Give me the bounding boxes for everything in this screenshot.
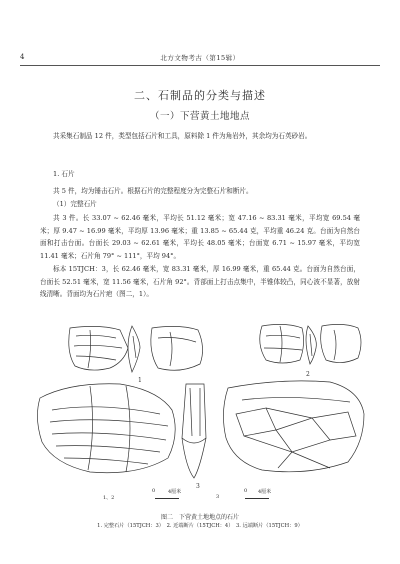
- flake-2-dorsal-drawing: [260, 324, 304, 363]
- scale-bar-right: [245, 498, 269, 499]
- intro-paragraph: 共采集石制品 12 件，类型包括石片和工具，原料除 1 件为角岩外，其余均为石英砂岩。: [53, 132, 312, 140]
- figure-caption: 图二 下营黄土地地点的石片: [160, 514, 239, 521]
- scale-group-left: 1、2: [103, 495, 115, 501]
- flake-2-profile-drawing: [306, 326, 316, 364]
- figure-label-1: 1: [138, 377, 142, 384]
- scale-right-unit: 4厘米: [258, 489, 272, 495]
- flake-3-large-ventral-drawing: [223, 381, 364, 472]
- scale-right-zero: 0: [244, 488, 248, 494]
- flake-3-profile-drawing: [182, 384, 206, 478]
- figure-caption-details: 1. 完整石片（15TJCH：3） 2. 近端断片（15TJCH：4） 3. 远端断片（15TJCH：9）: [97, 523, 303, 529]
- scale-bar-left: [155, 498, 179, 499]
- flake-2-ventral-drawing: [321, 324, 361, 362]
- heading-complete-flakes: （1）完整石片: [53, 200, 97, 208]
- scale-left-unit: 4厘米: [168, 489, 182, 495]
- heading-flakes: 1. 石片: [53, 170, 75, 178]
- flake-drawings: [30, 318, 370, 490]
- flake-1-ventral-drawing: [151, 326, 203, 370]
- scale-left-zero: 0: [152, 488, 156, 494]
- page-number: 4: [20, 53, 25, 61]
- stone-flake-figure: [30, 318, 370, 490]
- flake-1-large-dorsal-drawing: [37, 384, 175, 473]
- flakes-paragraph: 共 5 件，均为锤击石片。根据石片的完整程度分为完整石片和断片。: [53, 187, 253, 195]
- complete-flakes-paragraph: 共 3 件。长 33.07 ~ 62.46 毫米，平均长 51.12 毫米；宽 47.16 ~ 83.31 毫米，平均宽 69.54 毫米；厚 9.47 ~ 16.99 毫米，平均厚 13.96 毫米；重 13.85 ~ 65.44 克，平均重 46.24 克。台面为自然台面和打击台面。台面长 29.03 ~ 62.61 毫米，平均长 48.05 毫米；台面宽 6.71 ~ 15.97 毫米，平均宽 11.41 毫米；石片角 79° ~ 111°，平均 94°。: [40, 214, 360, 260]
- running-head: 北方文物考古（第15辑）: [160, 54, 240, 62]
- subsection-title: （一）下营黄土地地点: [149, 111, 250, 122]
- scale-group-right: 3: [216, 494, 220, 500]
- specimen-paragraph: 标本 15TJCH：3，长 62.46 毫米，宽 83.31 毫米，厚 16.99 毫米，重 65.44 克。台面为自然台面，台面长 52.51 毫米，宽 11.56 毫米，石片角 92°。背部面上打击点集中，半锥体较凸，同心波不显著，放射线清晰。背面均为石片疤（图二，1）。: [40, 265, 360, 299]
- figure-label-2: 2: [306, 371, 310, 378]
- section-title: 二、石制品的分类与描述: [134, 89, 266, 102]
- flake-1-dorsal-drawing: [69, 326, 128, 370]
- flake-1-profile-drawing: [128, 326, 140, 372]
- figure-label-3: 3: [196, 483, 200, 490]
- header-rule: [20, 65, 380, 66]
